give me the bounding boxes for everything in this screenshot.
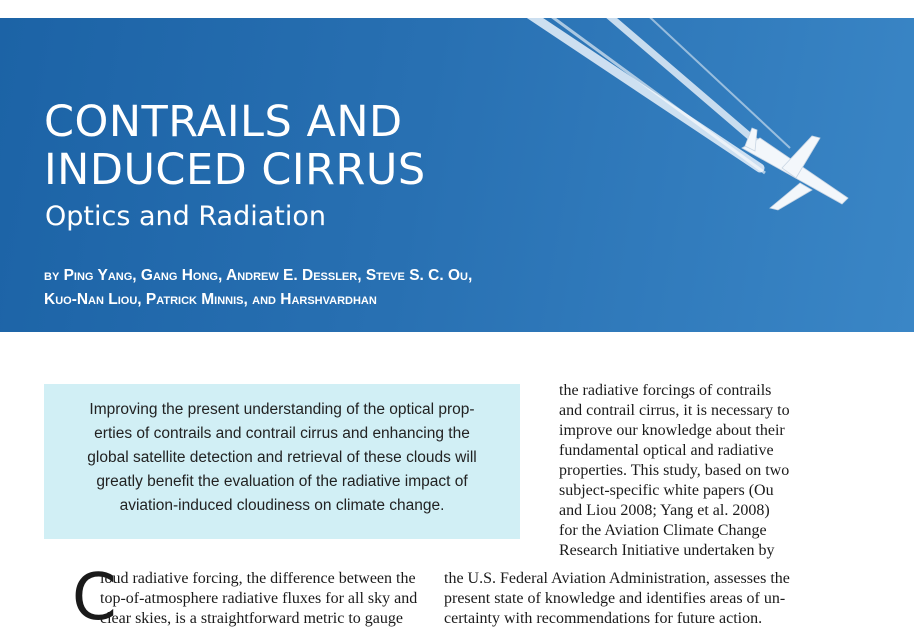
body-line: loud radiative forcing, the difference between the xyxy=(100,570,416,587)
title-banner xyxy=(0,18,914,332)
body-line: the U.S. Federal Aviation Administration, assesses the xyxy=(444,570,790,587)
right-column-bottom-text xyxy=(444,569,804,629)
body-line: clear skies, is a straightforward metric to gauge xyxy=(100,610,403,627)
body-line: and Liou 2008; Yang et al. 2008) xyxy=(559,502,770,519)
body-line: top-of-atmosphere radiative fluxes for all sky and xyxy=(100,590,418,607)
body-line: the radiative forcings of contrails xyxy=(559,382,772,399)
article-subtitle: Optics and Radiation xyxy=(45,201,326,232)
author-line-2: Kuo-Nan Liou, Patrick Minnis, and Harshvardhan xyxy=(44,291,377,308)
abstract-line: aviation-induced cloudiness on climate change. xyxy=(119,497,445,514)
body-line: properties. This study, based on two xyxy=(559,462,790,479)
author-line-1: by Ping Yang, Gang Hong, Andrew E. Dessler, Steve S. C. Ou, xyxy=(44,267,473,284)
body-line: subject-specific white papers (Ou xyxy=(559,482,774,499)
left-column-text xyxy=(100,569,430,629)
author-list xyxy=(44,264,472,312)
body-line: fundamental optical and radiative xyxy=(559,442,774,459)
abstract-line: greatly benefit the evaluation of the radiative impact of xyxy=(96,473,468,490)
abstract-line: Improving the present understanding of the optical prop- xyxy=(89,401,475,418)
title-line-2: INDUCED CIRRUS xyxy=(44,145,426,195)
abstract-line: global satellite detection and retrieval of these clouds will xyxy=(87,449,477,466)
title-line-1: CONTRAILS AND xyxy=(44,97,403,147)
abstract-line: erties of contrails and contrail cirrus and enhancing the xyxy=(94,425,470,442)
abstract-callout xyxy=(44,384,520,539)
drop-cap: C xyxy=(72,561,117,635)
body-line: Research Initiative undertaken by xyxy=(559,542,775,559)
body-line: improve our knowledge about their xyxy=(559,422,785,439)
body-line: present state of knowledge and identifies areas of un- xyxy=(444,590,786,607)
article-title xyxy=(44,98,426,194)
right-column-top-text xyxy=(559,381,799,561)
body-line: for the Aviation Climate Change xyxy=(559,522,767,539)
body-line: certainty with recommendations for future action. xyxy=(444,610,763,627)
body-line: and contrail cirrus, it is necessary to xyxy=(559,402,790,419)
